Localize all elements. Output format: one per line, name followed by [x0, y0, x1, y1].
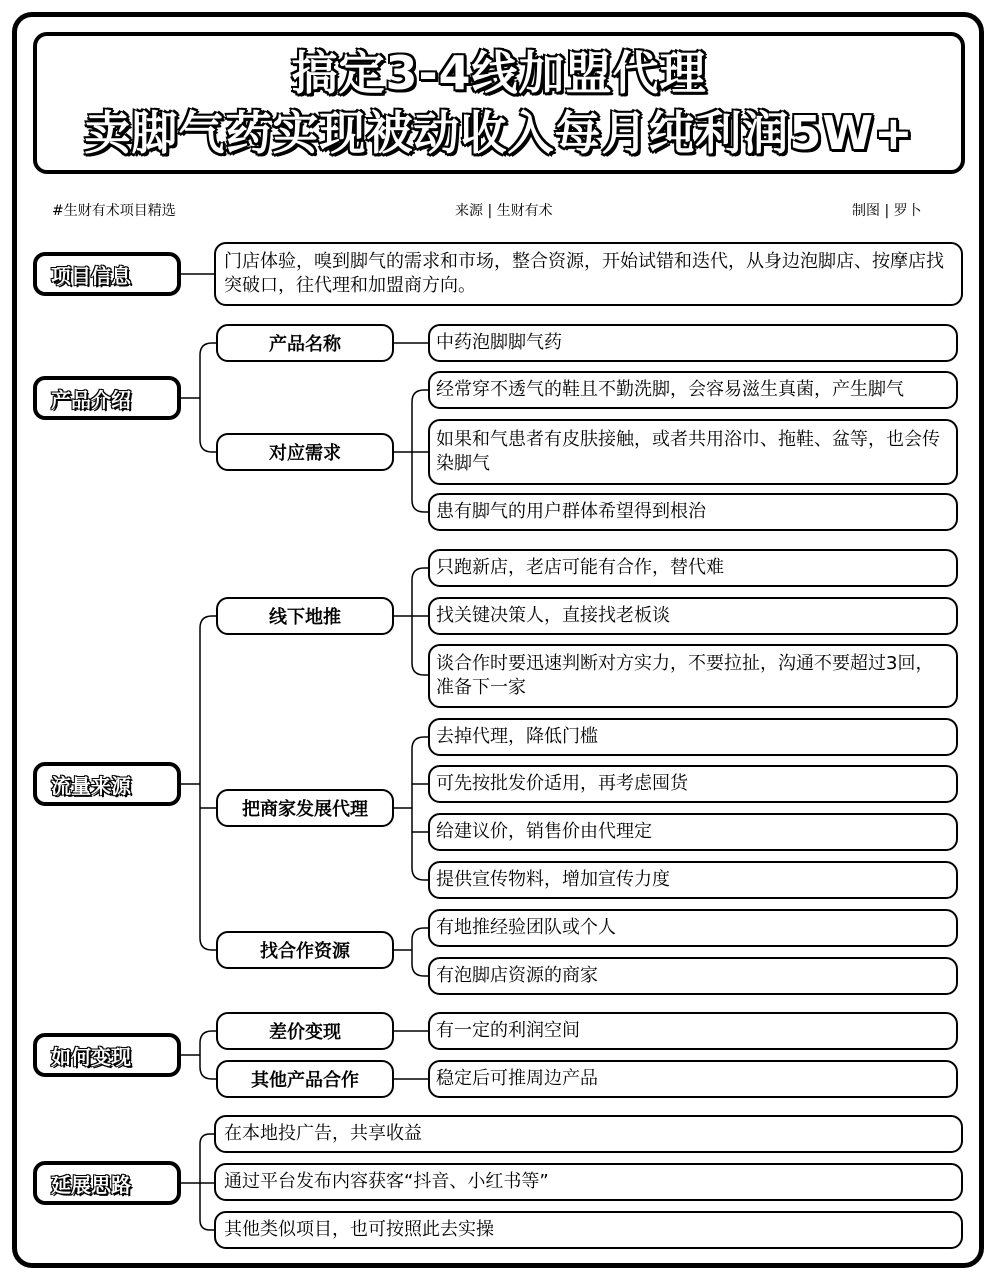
node-develop-agent: 把商家发展代理: [216, 789, 394, 827]
price-diff-value: 有一定的利润空间: [428, 1012, 958, 1050]
partner-item: 有泡脚店资源的商家: [428, 957, 958, 995]
agent-item: 给建议价，销售价由代理定: [428, 813, 958, 851]
node-price-diff: 差价变现: [216, 1012, 394, 1050]
category-monetize: 如何变现: [33, 1033, 181, 1077]
node-product-need: 对应需求: [216, 433, 394, 471]
need-item: 经常穿不透气的鞋且不勤洗脚，会容易滋生真菌，产生脚气: [428, 371, 958, 409]
other-products-value: 稳定后可推周边产品: [428, 1060, 958, 1098]
offline-item: 找关键决策人，直接找老板谈: [428, 597, 958, 635]
extend-item: 通过平台发布内容获客“抖音、小红书等”: [214, 1163, 963, 1201]
agent-item: 可先按批发价适用，再考虑囤货: [428, 765, 958, 803]
category-project-info: 项目信息: [33, 252, 181, 296]
title-box: [33, 32, 965, 174]
agent-item: 提供宣传物料，增加宣传力度: [428, 861, 958, 899]
node-product-name: 产品名称: [216, 324, 394, 362]
title-line-2: 卖脚气药实现被动收入每月纯利润5W+: [84, 106, 914, 160]
product-name-value: 中药泡脚脚气药: [428, 324, 958, 362]
node-offline-promotion: 线下地推: [216, 597, 394, 635]
agent-item: 去掉代理，降低门槛: [428, 718, 958, 756]
need-item: 患有脚气的用户群体希望得到根治: [428, 493, 958, 531]
meta-tag: #生财有术项目精选: [52, 203, 176, 219]
node-partner-resources: 找合作资源: [216, 931, 394, 969]
category-traffic-source: 流量来源: [33, 762, 181, 806]
title-line-1: 搞定3-4线加盟代理: [291, 46, 707, 100]
meta-source: 来源 | 生财有术: [455, 203, 553, 219]
extend-item: 其他类似项目，也可按照此去实操: [214, 1211, 963, 1249]
extend-item: 在本地投广告，共享收益: [214, 1115, 963, 1153]
category-product-intro: 产品介绍: [33, 376, 181, 420]
category-extend-ideas: 延展思路: [33, 1161, 181, 1205]
meta-author: 制图 | 罗卜: [852, 203, 922, 219]
project-info-text: 门店体验，嗅到脚气的需求和市场，整合资源，开始试错和迭代，从身边泡脚店、按摩店找突破口，往代理和加盟商方向。: [214, 242, 963, 306]
offline-item: 谈合作时要迅速判断对方实力，不要拉扯，沟通不要超过3回，准备下一家: [428, 644, 958, 708]
need-item: 如果和气患者有皮肤接触，或者共用浴巾、拖鞋、盆等，也会传染脚气: [428, 419, 958, 485]
node-other-products: 其他产品合作: [216, 1060, 394, 1098]
offline-item: 只跑新店，老店可能有合作，替代难: [428, 549, 958, 587]
partner-item: 有地推经验团队或个人: [428, 909, 958, 947]
